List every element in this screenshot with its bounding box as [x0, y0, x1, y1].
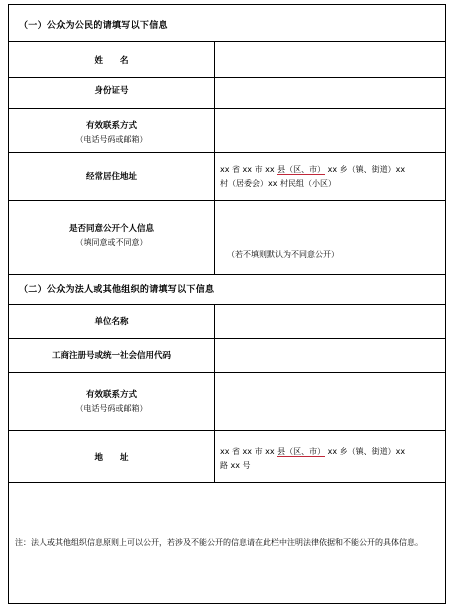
residence-value: xx 省 xx 市 xx 县（区、市） xx 乡（镇、街道）xx 村（居委会）xx 村民组（小区） [220, 165, 406, 188]
row-divider [9, 430, 445, 431]
info-form-table [8, 4, 446, 604]
row-divider [9, 482, 445, 483]
row-divider [9, 304, 445, 305]
column-divider [214, 304, 215, 482]
consent-label: 是否同意公开个人信息 （填同意或不同意） [68, 224, 154, 247]
address-value: xx 省 xx 市 xx 县（区、市） xx 乡（镇、街道）xx 路 xx 号 [220, 447, 406, 470]
note-text: 注：法人或其他组织信息原则上可以公开，若涉及不能公开的信息请在此栏中注明法律依据和不能公开的具体信息。 [15, 538, 423, 547]
id-number-label: 身份证号 [94, 86, 129, 96]
row-divider [9, 77, 445, 78]
section2-title: （二）公众为法人或其他组织的请填写以下信息 [19, 285, 215, 295]
org-name-label: 单位名称 [94, 317, 129, 327]
section1-title: （一）公众为公民的请填写以下信息 [19, 21, 168, 31]
residence-label: 经常居住地址 [85, 172, 137, 182]
address-label: 地 址 [94, 453, 129, 463]
reg-code-label: 工商注册号或统一社会信用代码 [51, 351, 171, 361]
row-divider [9, 41, 445, 42]
org-contact-label: 有效联系方式 （电话号码或邮箱） [75, 390, 148, 413]
name-label: 姓 名 [94, 56, 129, 66]
contact-label: 有效联系方式 （电话号码或邮箱） [75, 121, 148, 144]
column-divider [214, 41, 215, 274]
row-divider [9, 108, 445, 109]
row-divider [9, 200, 445, 201]
row-divider [9, 152, 445, 153]
consent-value: （若不填则默认为不同意公开） [227, 250, 339, 259]
row-divider [9, 274, 445, 275]
row-divider [9, 372, 445, 373]
row-divider [9, 338, 445, 339]
